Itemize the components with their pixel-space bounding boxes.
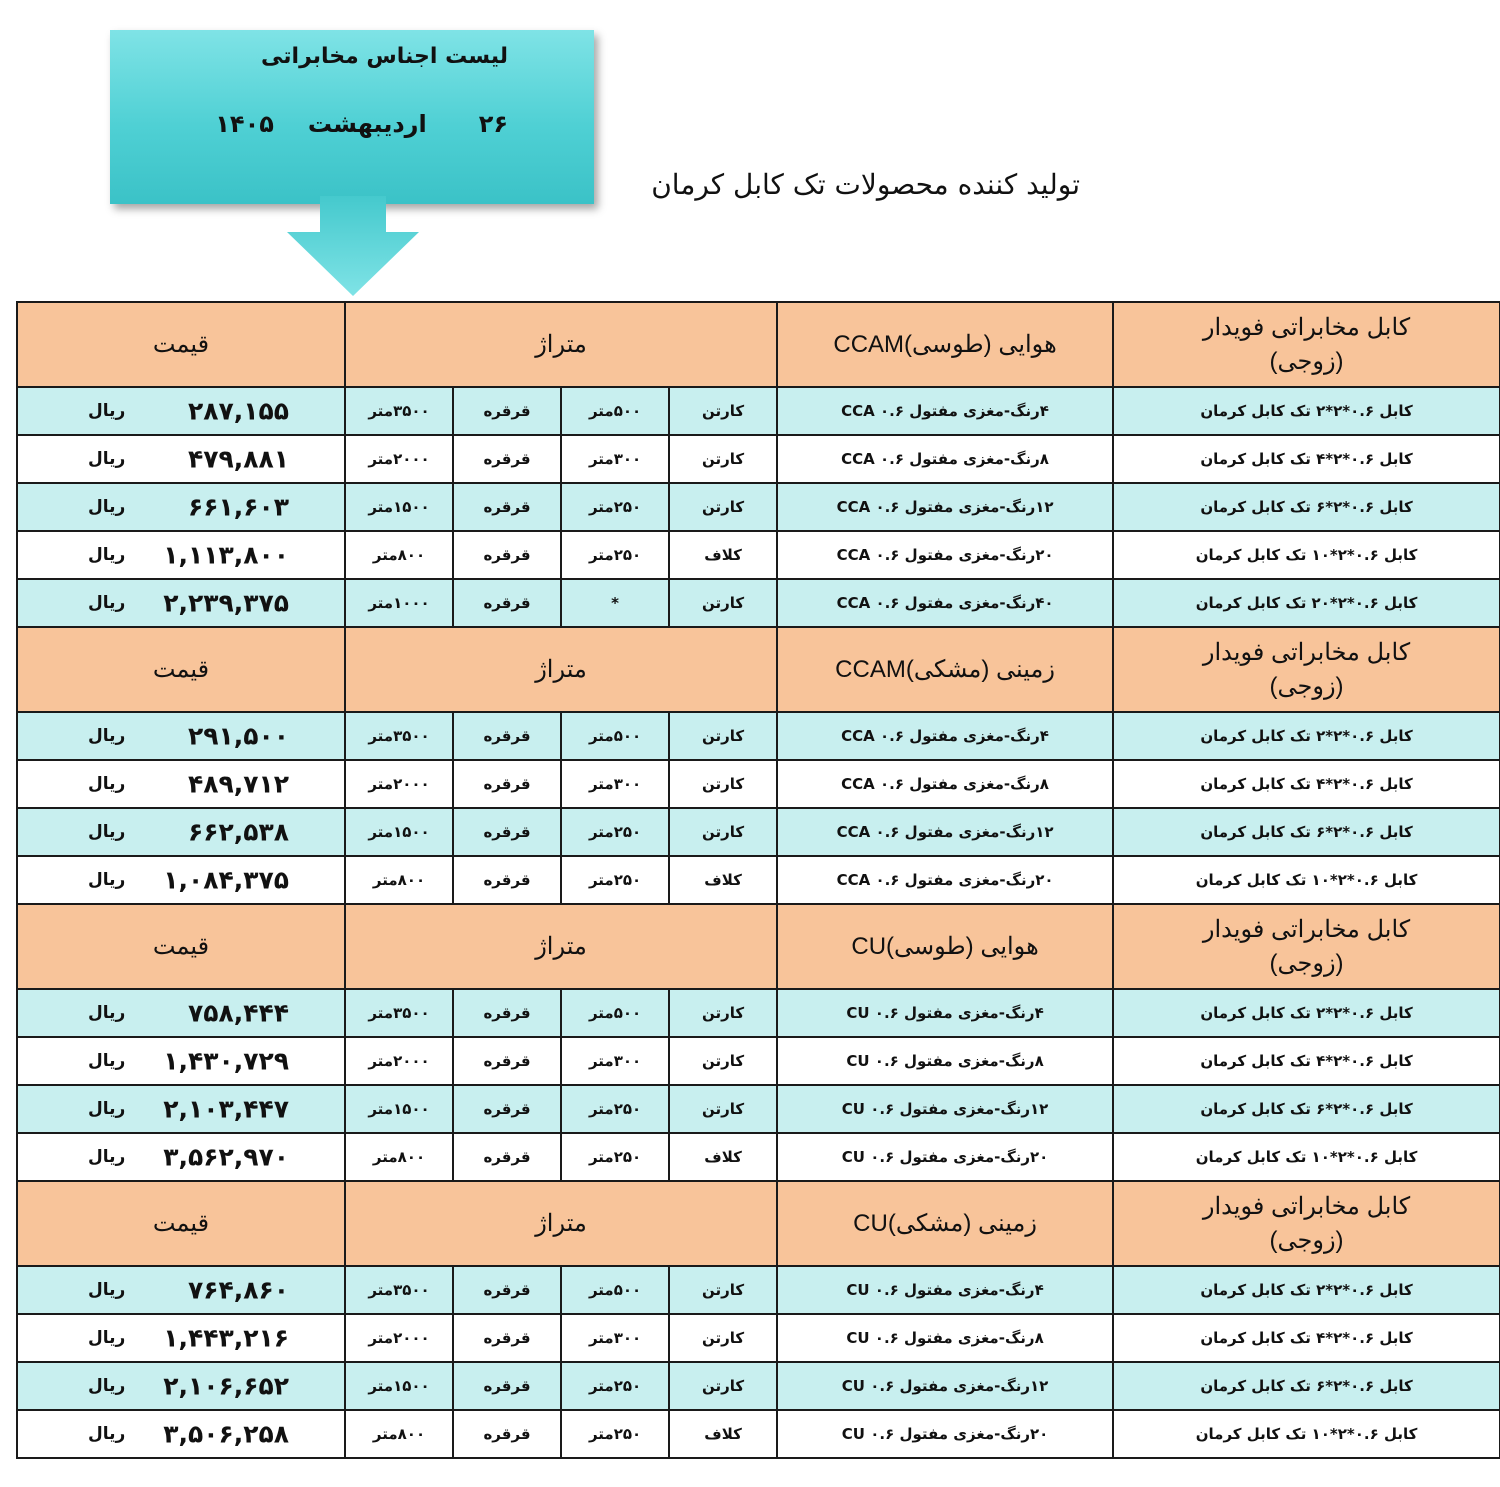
date-day: ۲۶ [478, 110, 508, 138]
spool-cell: قرقره [453, 387, 561, 435]
spool-length-cell: ۱۵۰۰متر [345, 1085, 453, 1133]
price-value: ۲۸۷,۱۵۵ [187, 396, 289, 426]
table-row [17, 1085, 1500, 1133]
packaging-cell: کارتن [669, 483, 777, 531]
header-cable-type [1113, 1181, 1500, 1266]
date-year: ۱۴۰۵ [215, 110, 274, 138]
pack-length-cell: ۳۰۰متر [561, 760, 669, 808]
table-row [17, 760, 1500, 808]
title-banner [110, 30, 594, 204]
price-value: ۴۸۹,۷۱۲ [187, 769, 289, 799]
spec-cell: ۴۰رنگ-مغزی مفتول ۰.۶ CCA [777, 579, 1113, 627]
spool-length-cell: ۲۰۰۰متر [345, 435, 453, 483]
price-cell [17, 1133, 345, 1181]
table-row [17, 1362, 1500, 1410]
section-header-row [17, 904, 1500, 989]
header-cable-label: کابل مخابراتی فویدار (زوجی) [1202, 638, 1411, 700]
spool-length-cell: ۳۵۰۰متر [345, 387, 453, 435]
spec-cell: ۲۰رنگ-مغزی مفتول ۰.۶ CU [777, 1410, 1113, 1458]
price-cell [17, 531, 345, 579]
price-value: ۷۶۴,۸۶۰ [187, 1275, 289, 1305]
packaging-cell: کارتن [669, 1085, 777, 1133]
packaging-cell: کارتن [669, 579, 777, 627]
packaging-cell: کارتن [669, 808, 777, 856]
spool-cell: قرقره [453, 483, 561, 531]
spool-length-cell: ۱۵۰۰متر [345, 483, 453, 531]
spool-cell: قرقره [453, 435, 561, 483]
spool-cell: قرقره [453, 531, 561, 579]
packaging-cell: کارتن [669, 1314, 777, 1362]
pack-length-cell: ۲۵۰متر [561, 1410, 669, 1458]
product-name-cell: کابل ۰.۶*۲*۴ تک کابل کرمان [1113, 1037, 1500, 1085]
packaging-cell: کارتن [669, 1037, 777, 1085]
price-cell [17, 989, 345, 1037]
price-value: ۲۹۱,۵۰۰ [187, 721, 289, 751]
header-cable-label: کابل مخابراتی فویدار (زوجی) [1202, 915, 1411, 977]
currency-unit: ریال [88, 1280, 126, 1300]
spec-cell: ۱۲رنگ-مغزی مفتول ۰.۶ CCA [777, 483, 1113, 531]
pack-length-cell: * [561, 579, 669, 627]
packaging-cell: کلاف [669, 531, 777, 579]
price-value: ۱,۴۴۳,۲۱۶ [163, 1323, 289, 1353]
product-name-cell: کابل ۰.۶*۲*۲ تک کابل کرمان [1113, 1266, 1500, 1314]
price-value: ۱,۰۸۴,۳۷۵ [163, 865, 289, 895]
price-value: ۷۵۸,۴۴۴ [187, 998, 289, 1028]
price-cell [17, 856, 345, 904]
currency-unit: ریال [88, 1424, 126, 1444]
product-name-cell: کابل ۰.۶*۲*۱۰ تک کابل کرمان [1113, 1133, 1500, 1181]
header-install-type: هوایی (طوسی)CCAM [777, 302, 1113, 387]
pack-length-cell: ۵۰۰متر [561, 989, 669, 1037]
pack-length-cell: ۲۵۰متر [561, 1085, 669, 1133]
spec-cell: ۴رنگ-مغزی مفتول ۰.۶ CCA [777, 712, 1113, 760]
spool-cell: قرقره [453, 712, 561, 760]
spool-cell: قرقره [453, 1133, 561, 1181]
pack-length-cell: ۲۵۰متر [561, 1133, 669, 1181]
price-cell [17, 1314, 345, 1362]
packaging-cell: کارتن [669, 1266, 777, 1314]
spec-cell: ۱۲رنگ-مغزی مفتول ۰.۶ CU [777, 1362, 1113, 1410]
product-name-cell: کابل ۰.۶*۲*۲ تک کابل کرمان [1113, 989, 1500, 1037]
price-value: ۱,۱۱۳,۸۰۰ [163, 540, 289, 570]
spec-cell: ۴رنگ-مغزی مفتول ۰.۶ CU [777, 1266, 1113, 1314]
price-value: ۴۷۹,۸۸۱ [187, 444, 289, 474]
pack-length-cell: ۳۰۰متر [561, 1037, 669, 1085]
price-value: ۶۶۱,۶۰۳ [187, 492, 289, 522]
table-row [17, 1314, 1500, 1362]
header-price: قیمت [17, 302, 345, 387]
producer-subtitle: تولید کننده محصولات تک کابل کرمان [651, 168, 1080, 201]
product-name-cell: کابل ۰.۶*۲*۲ تک کابل کرمان [1113, 387, 1500, 435]
spec-cell: ۸رنگ-مغزی مفتول ۰.۶ CCA [777, 435, 1113, 483]
pack-length-cell: ۲۵۰متر [561, 856, 669, 904]
spec-cell: ۸رنگ-مغزی مفتول ۰.۶ CU [777, 1037, 1113, 1085]
spec-cell: ۴رنگ-مغزی مفتول ۰.۶ CU [777, 989, 1113, 1037]
packaging-cell: کلاف [669, 1410, 777, 1458]
section-header-row [17, 1181, 1500, 1266]
header-price: قیمت [17, 1181, 345, 1266]
spec-cell: ۲۰رنگ-مغزی مفتول ۰.۶ CCA [777, 856, 1113, 904]
price-cell [17, 1410, 345, 1458]
spec-cell: ۴رنگ-مغزی مفتول ۰.۶ CCA [777, 387, 1113, 435]
price-cell [17, 1037, 345, 1085]
price-table [16, 301, 1500, 1459]
spool-length-cell: ۱۵۰۰متر [345, 808, 453, 856]
packaging-cell: کارتن [669, 989, 777, 1037]
currency-unit: ریال [88, 401, 126, 421]
currency-unit: ریال [88, 593, 126, 613]
packaging-cell: کارتن [669, 712, 777, 760]
spool-cell: قرقره [453, 1410, 561, 1458]
header-meterage: متراژ [345, 904, 777, 989]
currency-unit: ریال [88, 497, 126, 517]
spool-length-cell: ۳۵۰۰متر [345, 989, 453, 1037]
spool-length-cell: ۲۰۰۰متر [345, 760, 453, 808]
price-cell [17, 760, 345, 808]
spool-cell: قرقره [453, 1314, 561, 1362]
product-name-cell: کابل ۰.۶*۲*۶ تک کابل کرمان [1113, 483, 1500, 531]
spool-length-cell: ۲۰۰۰متر [345, 1037, 453, 1085]
header-meterage: متراژ [345, 627, 777, 712]
packaging-cell: کلاف [669, 856, 777, 904]
pack-length-cell: ۵۰۰متر [561, 712, 669, 760]
list-date [215, 110, 508, 138]
currency-unit: ریال [88, 1051, 126, 1071]
spool-cell: قرقره [453, 808, 561, 856]
price-cell [17, 1266, 345, 1314]
pack-length-cell: ۲۵۰متر [561, 1362, 669, 1410]
table-row [17, 712, 1500, 760]
header-price: قیمت [17, 904, 345, 989]
price-value: ۳,۵۰۶,۲۵۸ [163, 1419, 289, 1449]
pack-length-cell: ۲۵۰متر [561, 531, 669, 579]
table-row [17, 1266, 1500, 1314]
currency-unit: ریال [88, 774, 126, 794]
price-cell [17, 387, 345, 435]
product-name-cell: کابل ۰.۶*۲*۴ تک کابل کرمان [1113, 1314, 1500, 1362]
pack-length-cell: ۵۰۰متر [561, 1266, 669, 1314]
currency-unit: ریال [88, 449, 126, 469]
header-cable-label: کابل مخابراتی فویدار (زوجی) [1202, 313, 1411, 375]
product-name-cell: کابل ۰.۶*۲*۱۰ تک کابل کرمان [1113, 531, 1500, 579]
currency-unit: ریال [88, 1328, 126, 1348]
currency-unit: ریال [88, 1376, 126, 1396]
spool-cell: قرقره [453, 760, 561, 808]
header-cable-label: کابل مخابراتی فویدار (زوجی) [1202, 1192, 1411, 1254]
packaging-cell: کلاف [669, 1133, 777, 1181]
pack-length-cell: ۲۵۰متر [561, 483, 669, 531]
spool-length-cell: ۸۰۰متر [345, 531, 453, 579]
price-cell [17, 1085, 345, 1133]
packaging-cell: کارتن [669, 1362, 777, 1410]
currency-unit: ریال [88, 1099, 126, 1119]
currency-unit: ریال [88, 1003, 126, 1023]
spool-cell: قرقره [453, 989, 561, 1037]
product-name-cell: کابل ۰.۶*۲*۲۰ تک کابل کرمان [1113, 579, 1500, 627]
spec-cell: ۱۲رنگ-مغزی مفتول ۰.۶ CU [777, 1085, 1113, 1133]
price-value: ۲,۱۰۶,۶۵۲ [163, 1371, 289, 1401]
spool-length-cell: ۳۵۰۰متر [345, 712, 453, 760]
spool-cell: قرقره [453, 1266, 561, 1314]
packaging-cell: کارتن [669, 760, 777, 808]
product-name-cell: کابل ۰.۶*۲*۴ تک کابل کرمان [1113, 435, 1500, 483]
currency-unit: ریال [88, 545, 126, 565]
header-price: قیمت [17, 627, 345, 712]
product-name-cell: کابل ۰.۶*۲*۲ تک کابل کرمان [1113, 712, 1500, 760]
table-row [17, 483, 1500, 531]
packaging-cell: کارتن [669, 435, 777, 483]
product-name-cell: کابل ۰.۶*۲*۴ تک کابل کرمان [1113, 760, 1500, 808]
table-row [17, 1410, 1500, 1458]
header-meterage: متراژ [345, 1181, 777, 1266]
price-cell [17, 483, 345, 531]
spool-length-cell: ۸۰۰متر [345, 1410, 453, 1458]
section-header-row [17, 627, 1500, 712]
table-row [17, 1037, 1500, 1085]
currency-unit: ریال [88, 870, 126, 890]
header-install-type: زمینی (مشکی)CCAM [777, 627, 1113, 712]
pack-length-cell: ۳۰۰متر [561, 1314, 669, 1362]
product-name-cell: کابل ۰.۶*۲*۱۰ تک کابل کرمان [1113, 856, 1500, 904]
table-row [17, 856, 1500, 904]
header-cable-type [1113, 302, 1500, 387]
table-row [17, 1133, 1500, 1181]
table-row [17, 531, 1500, 579]
header-install-type: زمینی (مشکی)CU [777, 1181, 1113, 1266]
price-cell [17, 1362, 345, 1410]
list-title: لیست اجناس مخابراتی [261, 44, 508, 69]
header-cable-type [1113, 904, 1500, 989]
date-month: اردیبهشت [307, 110, 427, 138]
header-install-type: هوایی (طوسی)CU [777, 904, 1113, 989]
product-name-cell: کابل ۰.۶*۲*۶ تک کابل کرمان [1113, 808, 1500, 856]
price-cell [17, 808, 345, 856]
currency-unit: ریال [88, 726, 126, 746]
product-name-cell: کابل ۰.۶*۲*۱۰ تک کابل کرمان [1113, 1410, 1500, 1458]
spool-length-cell: ۲۰۰۰متر [345, 1314, 453, 1362]
section-header-row [17, 302, 1500, 387]
product-name-cell: کابل ۰.۶*۲*۶ تک کابل کرمان [1113, 1362, 1500, 1410]
spool-cell: قرقره [453, 1037, 561, 1085]
currency-unit: ریال [88, 1147, 126, 1167]
spec-cell: ۸رنگ-مغزی مفتول ۰.۶ CU [777, 1314, 1113, 1362]
spool-length-cell: ۳۵۰۰متر [345, 1266, 453, 1314]
price-value: ۲,۲۳۹,۳۷۵ [163, 588, 289, 618]
table-row [17, 387, 1500, 435]
price-value: ۱,۴۳۰,۷۲۹ [163, 1046, 289, 1076]
packaging-cell: کارتن [669, 387, 777, 435]
price-value: ۶۶۲,۵۳۸ [187, 817, 289, 847]
spool-length-cell: ۱۵۰۰متر [345, 1362, 453, 1410]
spool-cell: قرقره [453, 579, 561, 627]
table-row [17, 579, 1500, 627]
pack-length-cell: ۵۰۰متر [561, 387, 669, 435]
header-meterage: متراژ [345, 302, 777, 387]
spec-cell: ۸رنگ-مغزی مفتول ۰.۶ CCA [777, 760, 1113, 808]
spec-cell: ۲۰رنگ-مغزی مفتول ۰.۶ CCA [777, 531, 1113, 579]
price-cell [17, 435, 345, 483]
spool-length-cell: ۸۰۰متر [345, 1133, 453, 1181]
table-row [17, 989, 1500, 1037]
currency-unit: ریال [88, 822, 126, 842]
price-value: ۳,۵۶۲,۹۷۰ [163, 1142, 289, 1172]
price-value: ۲,۱۰۳,۴۴۷ [163, 1094, 289, 1124]
pack-length-cell: ۳۰۰متر [561, 435, 669, 483]
spool-length-cell: ۸۰۰متر [345, 856, 453, 904]
down-arrow-icon [287, 196, 419, 296]
price-cell [17, 712, 345, 760]
table-row [17, 808, 1500, 856]
pack-length-cell: ۲۵۰متر [561, 808, 669, 856]
spec-cell: ۱۲رنگ-مغزی مفتول ۰.۶ CCA [777, 808, 1113, 856]
product-name-cell: کابل ۰.۶*۲*۶ تک کابل کرمان [1113, 1085, 1500, 1133]
spec-cell: ۲۰رنگ-مغزی مفتول ۰.۶ CU [777, 1133, 1113, 1181]
header-cable-type [1113, 627, 1500, 712]
spool-length-cell: ۱۰۰۰متر [345, 579, 453, 627]
spool-cell: قرقره [453, 856, 561, 904]
table-row [17, 435, 1500, 483]
price-cell [17, 579, 345, 627]
spool-cell: قرقره [453, 1362, 561, 1410]
spool-cell: قرقره [453, 1085, 561, 1133]
